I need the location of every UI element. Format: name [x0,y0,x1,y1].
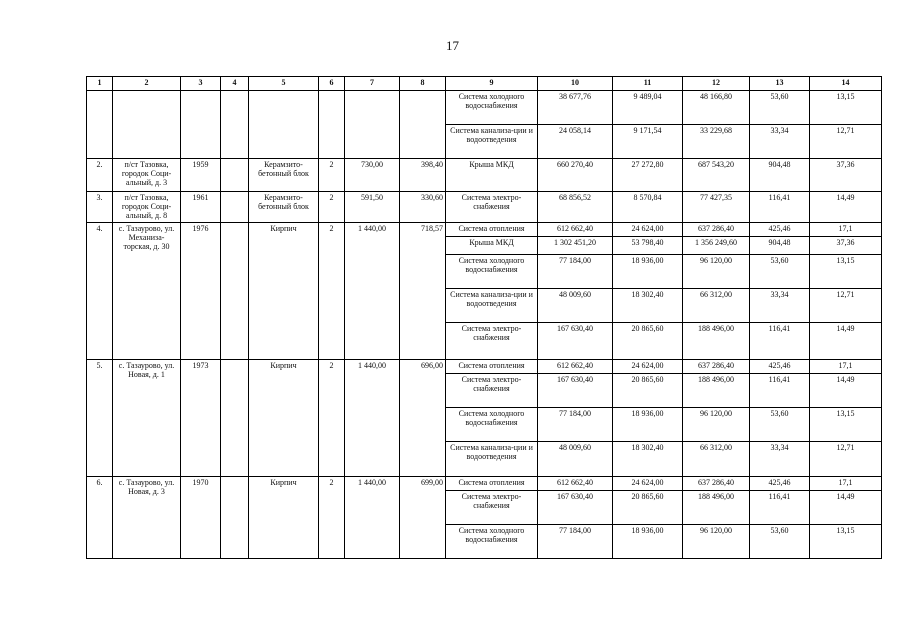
cost-cell: 20 865,60 [613,374,683,408]
cost-cell: 8 570,84 [613,192,683,223]
column-header: 12 [683,77,750,91]
address-cell: с. Тазаурово, ул. Новая, д. 3 [113,477,181,559]
cost-cell: 637 286,40 [683,477,750,491]
system-name-cell: Система электро-снабжения [446,323,538,360]
cost-cell: 637 286,40 [683,223,750,237]
cost-cell: 24 624,00 [613,360,683,374]
column-header: 9 [446,77,538,91]
cost-cell: 687 543,20 [683,159,750,192]
cost-cell: 18 936,00 [613,525,683,559]
address-cell: п/ст Тазовка, городок Соци-альный, д. 3 [113,159,181,192]
wall-material-cell: Кирпич [249,477,319,559]
table-row [87,360,882,374]
cost-cell: 96 120,00 [683,525,750,559]
cost-cell: 66 312,00 [683,442,750,477]
item-number-cell: 3. [87,192,113,223]
unit-cost-cell: 14,49 [810,192,882,223]
cost-cell: 9 489,04 [613,91,683,125]
year-cell: 1961 [181,192,221,223]
unit-cost-cell: 116,41 [750,323,810,360]
unit-cost-cell: 14,49 [810,323,882,360]
floors-cell [319,91,345,159]
floors-cell: 2 [319,477,345,559]
system-name-cell: Система холодного водоснабжения [446,525,538,559]
system-name-cell: Система электро-снабжения [446,491,538,525]
table-body [87,91,882,559]
column-header: 8 [400,77,446,91]
system-name-cell: Система холодного водоснабжения [446,91,538,125]
unit-cost-cell: 116,41 [750,374,810,408]
column-4-cell [221,159,249,192]
year-cell: 1976 [181,223,221,360]
cost-cell: 38 677,76 [538,91,613,125]
column-4-cell [221,91,249,159]
table-row [87,91,882,125]
unit-cost-cell: 53,60 [750,91,810,125]
address-cell [113,91,181,159]
table-row [87,192,882,223]
unit-cost-cell: 17,1 [810,477,882,491]
total-area-cell: 591,50 [345,192,400,223]
unit-cost-cell: 13,15 [810,525,882,559]
table-row [87,159,882,192]
item-number-cell [87,91,113,159]
table-header [87,77,882,91]
unit-cost-cell: 13,15 [810,255,882,289]
cost-cell: 1 302 451,20 [538,237,613,255]
unit-cost-cell: 12,71 [810,289,882,323]
unit-cost-cell: 33,34 [750,125,810,159]
floors-cell: 2 [319,192,345,223]
cost-cell: 66 312,00 [683,289,750,323]
column-header: 4 [221,77,249,91]
cost-cell: 167 630,40 [538,491,613,525]
cost-cell: 660 270,40 [538,159,613,192]
cost-cell: 48 009,60 [538,289,613,323]
system-name-cell: Система холодного водоснабжения [446,408,538,442]
cost-cell: 48 166,80 [683,91,750,125]
unit-cost-cell: 13,15 [810,408,882,442]
system-name-cell: Система электро-снабжения [446,374,538,408]
system-name-cell: Система отопления [446,360,538,374]
cost-cell: 33 229,68 [683,125,750,159]
item-number-cell: 6. [87,477,113,559]
unit-cost-cell: 425,46 [750,223,810,237]
total-area-cell: 730,00 [345,159,400,192]
column-header: 13 [750,77,810,91]
cost-cell: 9 171,54 [613,125,683,159]
system-name-cell: Система канализа-ции и водоотведения [446,289,538,323]
living-area-cell: 330,60 [400,192,446,223]
wall-material-cell: Кирпич [249,223,319,360]
floors-cell: 2 [319,360,345,477]
address-cell: п/ст Тазовка, городок Соци-альный, д. 8 [113,192,181,223]
unit-cost-cell: 904,48 [750,159,810,192]
column-header: 6 [319,77,345,91]
cost-cell: 18 302,40 [613,442,683,477]
unit-cost-cell: 37,36 [810,237,882,255]
floors-cell: 2 [319,223,345,360]
system-name-cell: Система отопления [446,223,538,237]
unit-cost-cell: 425,46 [750,360,810,374]
cost-cell: 53 798,40 [613,237,683,255]
unit-cost-cell: 13,15 [810,91,882,125]
cost-cell: 68 856,52 [538,192,613,223]
cost-cell: 24 624,00 [613,223,683,237]
column-header: 2 [113,77,181,91]
unit-cost-cell: 33,34 [750,289,810,323]
unit-cost-cell: 53,60 [750,255,810,289]
living-area-cell: 718,57 [400,223,446,360]
unit-cost-cell: 53,60 [750,408,810,442]
unit-cost-cell: 53,60 [750,525,810,559]
living-area-cell: 398,40 [400,159,446,192]
cost-cell: 188 496,00 [683,491,750,525]
system-name-cell: Крыша МКД [446,237,538,255]
year-cell: 1970 [181,477,221,559]
column-4-cell [221,360,249,477]
cost-cell: 18 302,40 [613,289,683,323]
system-name-cell: Крыша МКД [446,159,538,192]
unit-cost-cell: 17,1 [810,360,882,374]
total-area-cell: 1 440,00 [345,360,400,477]
unit-cost-cell: 17,1 [810,223,882,237]
column-header: 10 [538,77,613,91]
unit-cost-cell: 12,71 [810,442,882,477]
item-number-cell: 5. [87,360,113,477]
unit-cost-cell: 14,49 [810,491,882,525]
item-number-cell: 2. [87,159,113,192]
column-header: 3 [181,77,221,91]
address-cell: с. Тазаурово, ул. Новая, д. 1 [113,360,181,477]
cost-cell: 24 058,14 [538,125,613,159]
cost-cell: 48 009,60 [538,442,613,477]
page-number: 17 [446,38,459,53]
cost-cell: 18 936,00 [613,408,683,442]
cost-cell: 612 662,40 [538,223,613,237]
living-area-cell: 696,00 [400,360,446,477]
cost-cell: 188 496,00 [683,374,750,408]
unit-cost-cell: 33,34 [750,442,810,477]
unit-cost-cell: 37,36 [810,159,882,192]
year-cell: 1973 [181,360,221,477]
unit-cost-cell: 116,41 [750,491,810,525]
wall-material-cell: Керамзито-бетонный блок [249,192,319,223]
cost-cell: 77 184,00 [538,408,613,442]
cost-cell: 24 624,00 [613,477,683,491]
cost-cell: 77 184,00 [538,255,613,289]
column-4-cell [221,223,249,360]
cost-cell: 77 427,35 [683,192,750,223]
year-cell [181,91,221,159]
data-table [86,76,882,559]
item-number-cell: 4. [87,223,113,360]
cost-cell: 27 272,80 [613,159,683,192]
system-name-cell: Система холодного водоснабжения [446,255,538,289]
column-header: 1 [87,77,113,91]
cost-cell: 637 286,40 [683,360,750,374]
column-4-cell [221,477,249,559]
cost-cell: 612 662,40 [538,360,613,374]
cost-cell: 167 630,40 [538,323,613,360]
living-area-cell: 699,00 [400,477,446,559]
total-area-cell: 1 440,00 [345,223,400,360]
cost-cell: 96 120,00 [683,408,750,442]
unit-cost-cell: 116,41 [750,192,810,223]
header-row [87,77,882,91]
unit-cost-cell: 12,71 [810,125,882,159]
column-4-cell [221,192,249,223]
column-header: 14 [810,77,882,91]
table-row [87,223,882,237]
system-name-cell: Система отопления [446,477,538,491]
table-row [87,477,882,491]
wall-material-cell: Кирпич [249,360,319,477]
system-name-cell: Система электро-снабжения [446,192,538,223]
cost-cell: 20 865,60 [613,323,683,360]
wall-material-cell: Керамзито-бетонный блок [249,159,319,192]
cost-cell: 77 184,00 [538,525,613,559]
cost-cell: 188 496,00 [683,323,750,360]
cost-cell: 167 630,40 [538,374,613,408]
cost-cell: 18 936,00 [613,255,683,289]
column-header: 7 [345,77,400,91]
cost-cell: 96 120,00 [683,255,750,289]
column-header: 5 [249,77,319,91]
total-area-cell [345,91,400,159]
unit-cost-cell: 14,49 [810,374,882,408]
cost-cell: 1 356 249,60 [683,237,750,255]
system-name-cell: Система канализа-ции и водоотведения [446,125,538,159]
address-cell: с. Тазаурово, ул. Механиза-торская, д. 30 [113,223,181,360]
wall-material-cell [249,91,319,159]
cost-cell: 612 662,40 [538,477,613,491]
cost-cell: 20 865,60 [613,491,683,525]
living-area-cell [400,91,446,159]
column-header: 11 [613,77,683,91]
unit-cost-cell: 425,46 [750,477,810,491]
unit-cost-cell: 904,48 [750,237,810,255]
total-area-cell: 1 440,00 [345,477,400,559]
year-cell: 1959 [181,159,221,192]
floors-cell: 2 [319,159,345,192]
system-name-cell: Система канализа-ции и водоотведения [446,442,538,477]
